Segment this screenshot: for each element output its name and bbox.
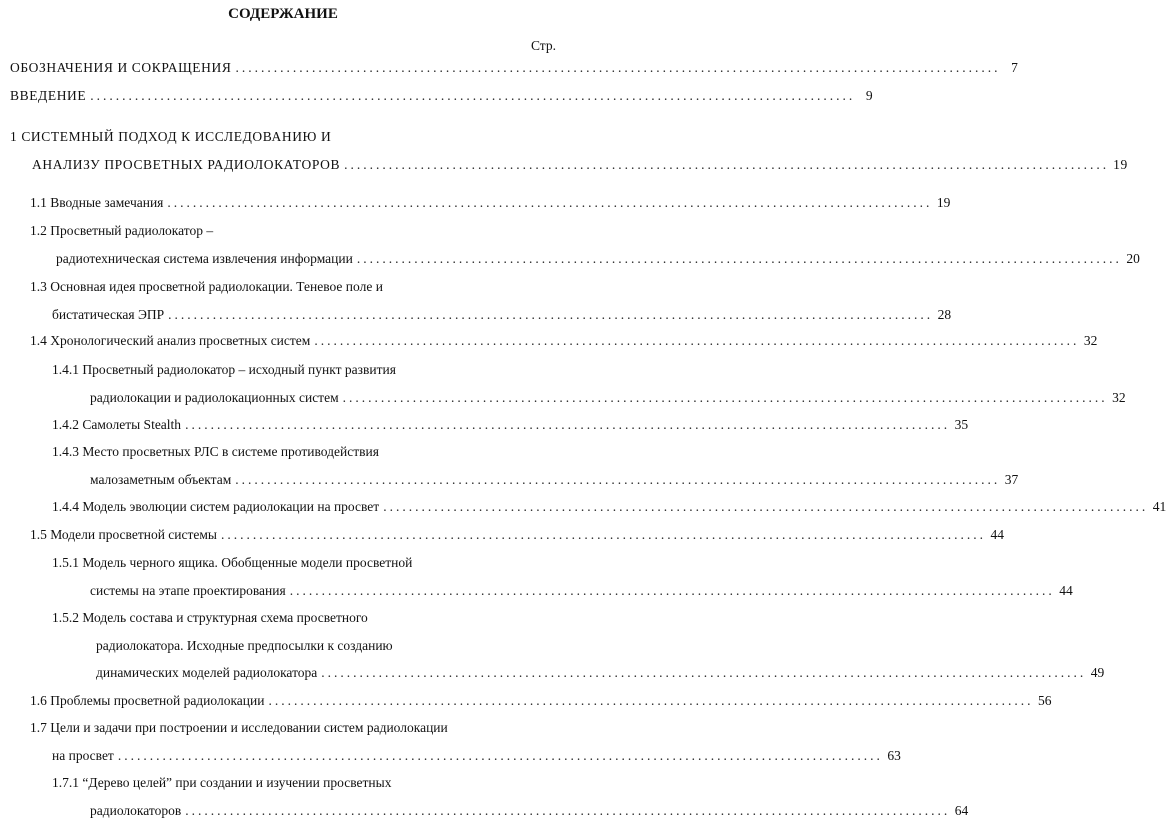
toc-entry-title: 1.5.2 Модель состава и структурная схема просветного (52, 610, 368, 625)
toc-entry-title: АНАЛИЗУ ПРОСВЕТНЫХ РАДИОЛОКАТОРОВ (32, 157, 341, 172)
toc-entry-title: 1.4.1 Просветный радиолокатор – исходный пункт развития (52, 362, 396, 377)
toc-entry (52, 555, 412, 575)
toc-entry-title: 1.4.3 Место просветных РЛС в системе противодействия (52, 444, 379, 459)
toc-entry-title: на просвет (52, 748, 114, 763)
toc-entry (52, 610, 368, 630)
toc-entry (52, 775, 391, 795)
toc-entry (90, 472, 1019, 492)
toc-page-number: 19 (1113, 157, 1128, 172)
toc-entry-title: динамических моделей радиолокатора (96, 665, 318, 680)
toc-entry-title: 1.2 Просветный радиолокатор – (30, 223, 214, 238)
toc-entry-title: ОБОЗНАЧЕНИЯ И СОКРАЩЕНИЯ (10, 60, 232, 75)
toc-dot-leader: ........................................................................................................................ (289, 583, 1055, 598)
toc-page-number: 7 (1011, 60, 1019, 75)
toc-entry-title: 1.7.1 “Дерево целей” при создании и изучении просветных (52, 775, 392, 790)
toc-entry (32, 157, 1128, 177)
toc-entry (30, 223, 213, 243)
toc-entry (52, 748, 901, 768)
toc-page-number: 41 (1152, 499, 1166, 514)
toc-dot-leader: ........................................................................................................................ (235, 60, 1001, 75)
toc-entry-title: ВВЕДЕНИЕ (10, 88, 87, 103)
toc-dot-leader: ........................................................................................................................ (344, 157, 1110, 172)
toc-entry-title: 1.5 Модели просветной системы (30, 527, 218, 542)
toc-page-number: 37 (1004, 472, 1019, 487)
toc-entry-title: 1.7 Цели и задачи при построении и исследовании систем радиолокации (30, 720, 448, 735)
toc-entry-title: 1.5.1 Модель черного ящика. Обобщенные модели просветной (52, 555, 413, 570)
toc-entry-title: радиолокаторов (90, 803, 182, 818)
toc-dot-leader: ........................................................................................................................ (168, 307, 934, 322)
toc-dot-leader: ........................................................................................................................ (342, 390, 1108, 405)
toc-entry (96, 638, 393, 658)
toc-entry (52, 417, 969, 437)
toc-entry (96, 665, 1105, 685)
toc-entry-title: малозаметным объектам (90, 472, 232, 487)
page-column-label: Стр. (530, 38, 556, 53)
toc-entry (52, 444, 379, 464)
toc-entry (30, 527, 1005, 547)
toc-entry (90, 803, 969, 823)
toc-entry (52, 362, 396, 382)
toc-entry (30, 195, 951, 215)
toc-page-number: 44 (990, 527, 1005, 542)
toc-dot-leader: ........................................................................................................................ (235, 472, 1001, 487)
toc-dot-leader: ........................................................................................................................ (117, 748, 883, 763)
toc-entry-title: радиотехническая система извлечения информации (56, 251, 353, 266)
toc-entry-title: 1.4 Хронологический анализ просветных систем (30, 333, 311, 348)
toc-entry (10, 60, 1019, 80)
toc-entry (30, 693, 1052, 713)
toc-page-number: 44 (1059, 583, 1073, 598)
toc-entry-title: 1.6 Проблемы просветной радиолокации (30, 693, 265, 708)
toc-entry-title: радиолокатора. Исходные предпосылки к созданию (96, 638, 393, 653)
toc-entry (30, 279, 383, 299)
toc-page-number: 64 (954, 803, 969, 818)
toc-entry (52, 499, 1166, 519)
page-title: СОДЕРЖАНИЕ (228, 6, 338, 22)
toc-page-number: 56 (1037, 693, 1052, 708)
toc-dot-leader: ........................................................................................................................ (90, 88, 856, 103)
toc-entry (30, 720, 448, 740)
toc-entry (10, 88, 874, 108)
toc-entry (90, 583, 1073, 603)
toc-dot-leader: ........................................................................................................................ (268, 693, 1034, 708)
toc-entry-title: системы на этапе проектирования (90, 583, 286, 598)
toc-entry (52, 307, 952, 327)
toc-dot-leader: ........................................................................................................................ (314, 333, 1080, 348)
toc-page-number: 35 (954, 417, 969, 432)
toc-entry-title: 1.4.4 Модель эволюции систем радиолокации на просвет (52, 499, 380, 514)
toc-entry (30, 333, 1098, 353)
toc-entry-title: радиолокации и радиолокационных систем (90, 390, 339, 405)
toc-entry-title: бистатическая ЭПР (52, 307, 165, 322)
toc-dot-leader: ........................................................................................................................ (167, 195, 933, 210)
toc-dot-leader: ........................................................................................................................ (185, 417, 951, 432)
toc-dot-leader: ........................................................................................................................ (321, 665, 1087, 680)
toc-entry-title: 1 СИСТЕМНЫЙ ПОДХОД К ИССЛЕДОВАНИЮ И (10, 129, 332, 144)
toc-entry-title: 1.1 Вводные замечания (30, 195, 164, 210)
toc-page-number: 32 (1112, 390, 1126, 405)
toc-dot-leader: ........................................................................................................................ (185, 803, 951, 818)
toc-entry (56, 251, 1140, 271)
toc-page-number: 63 (887, 748, 901, 763)
toc-page-number: 32 (1083, 333, 1098, 348)
toc-page-number: 19 (936, 195, 951, 210)
toc-entry-title: 1.3 Основная идея просветной радиолокации. Теневое поле и (30, 279, 383, 294)
toc-dot-leader: ........................................................................................................................ (356, 251, 1122, 266)
toc-dot-leader: ........................................................................................................................ (383, 499, 1149, 514)
toc-page-number: 28 (937, 307, 952, 322)
toc-entry (90, 390, 1126, 410)
toc-page-number: 49 (1090, 665, 1105, 680)
toc-page-number: 20 (1126, 251, 1140, 266)
toc-page-number: 9 (865, 88, 874, 103)
toc-entry (10, 129, 331, 149)
toc-entry-title: 1.4.2 Самолеты Stealth (52, 417, 182, 432)
toc-dot-leader: ........................................................................................................................ (221, 527, 987, 542)
